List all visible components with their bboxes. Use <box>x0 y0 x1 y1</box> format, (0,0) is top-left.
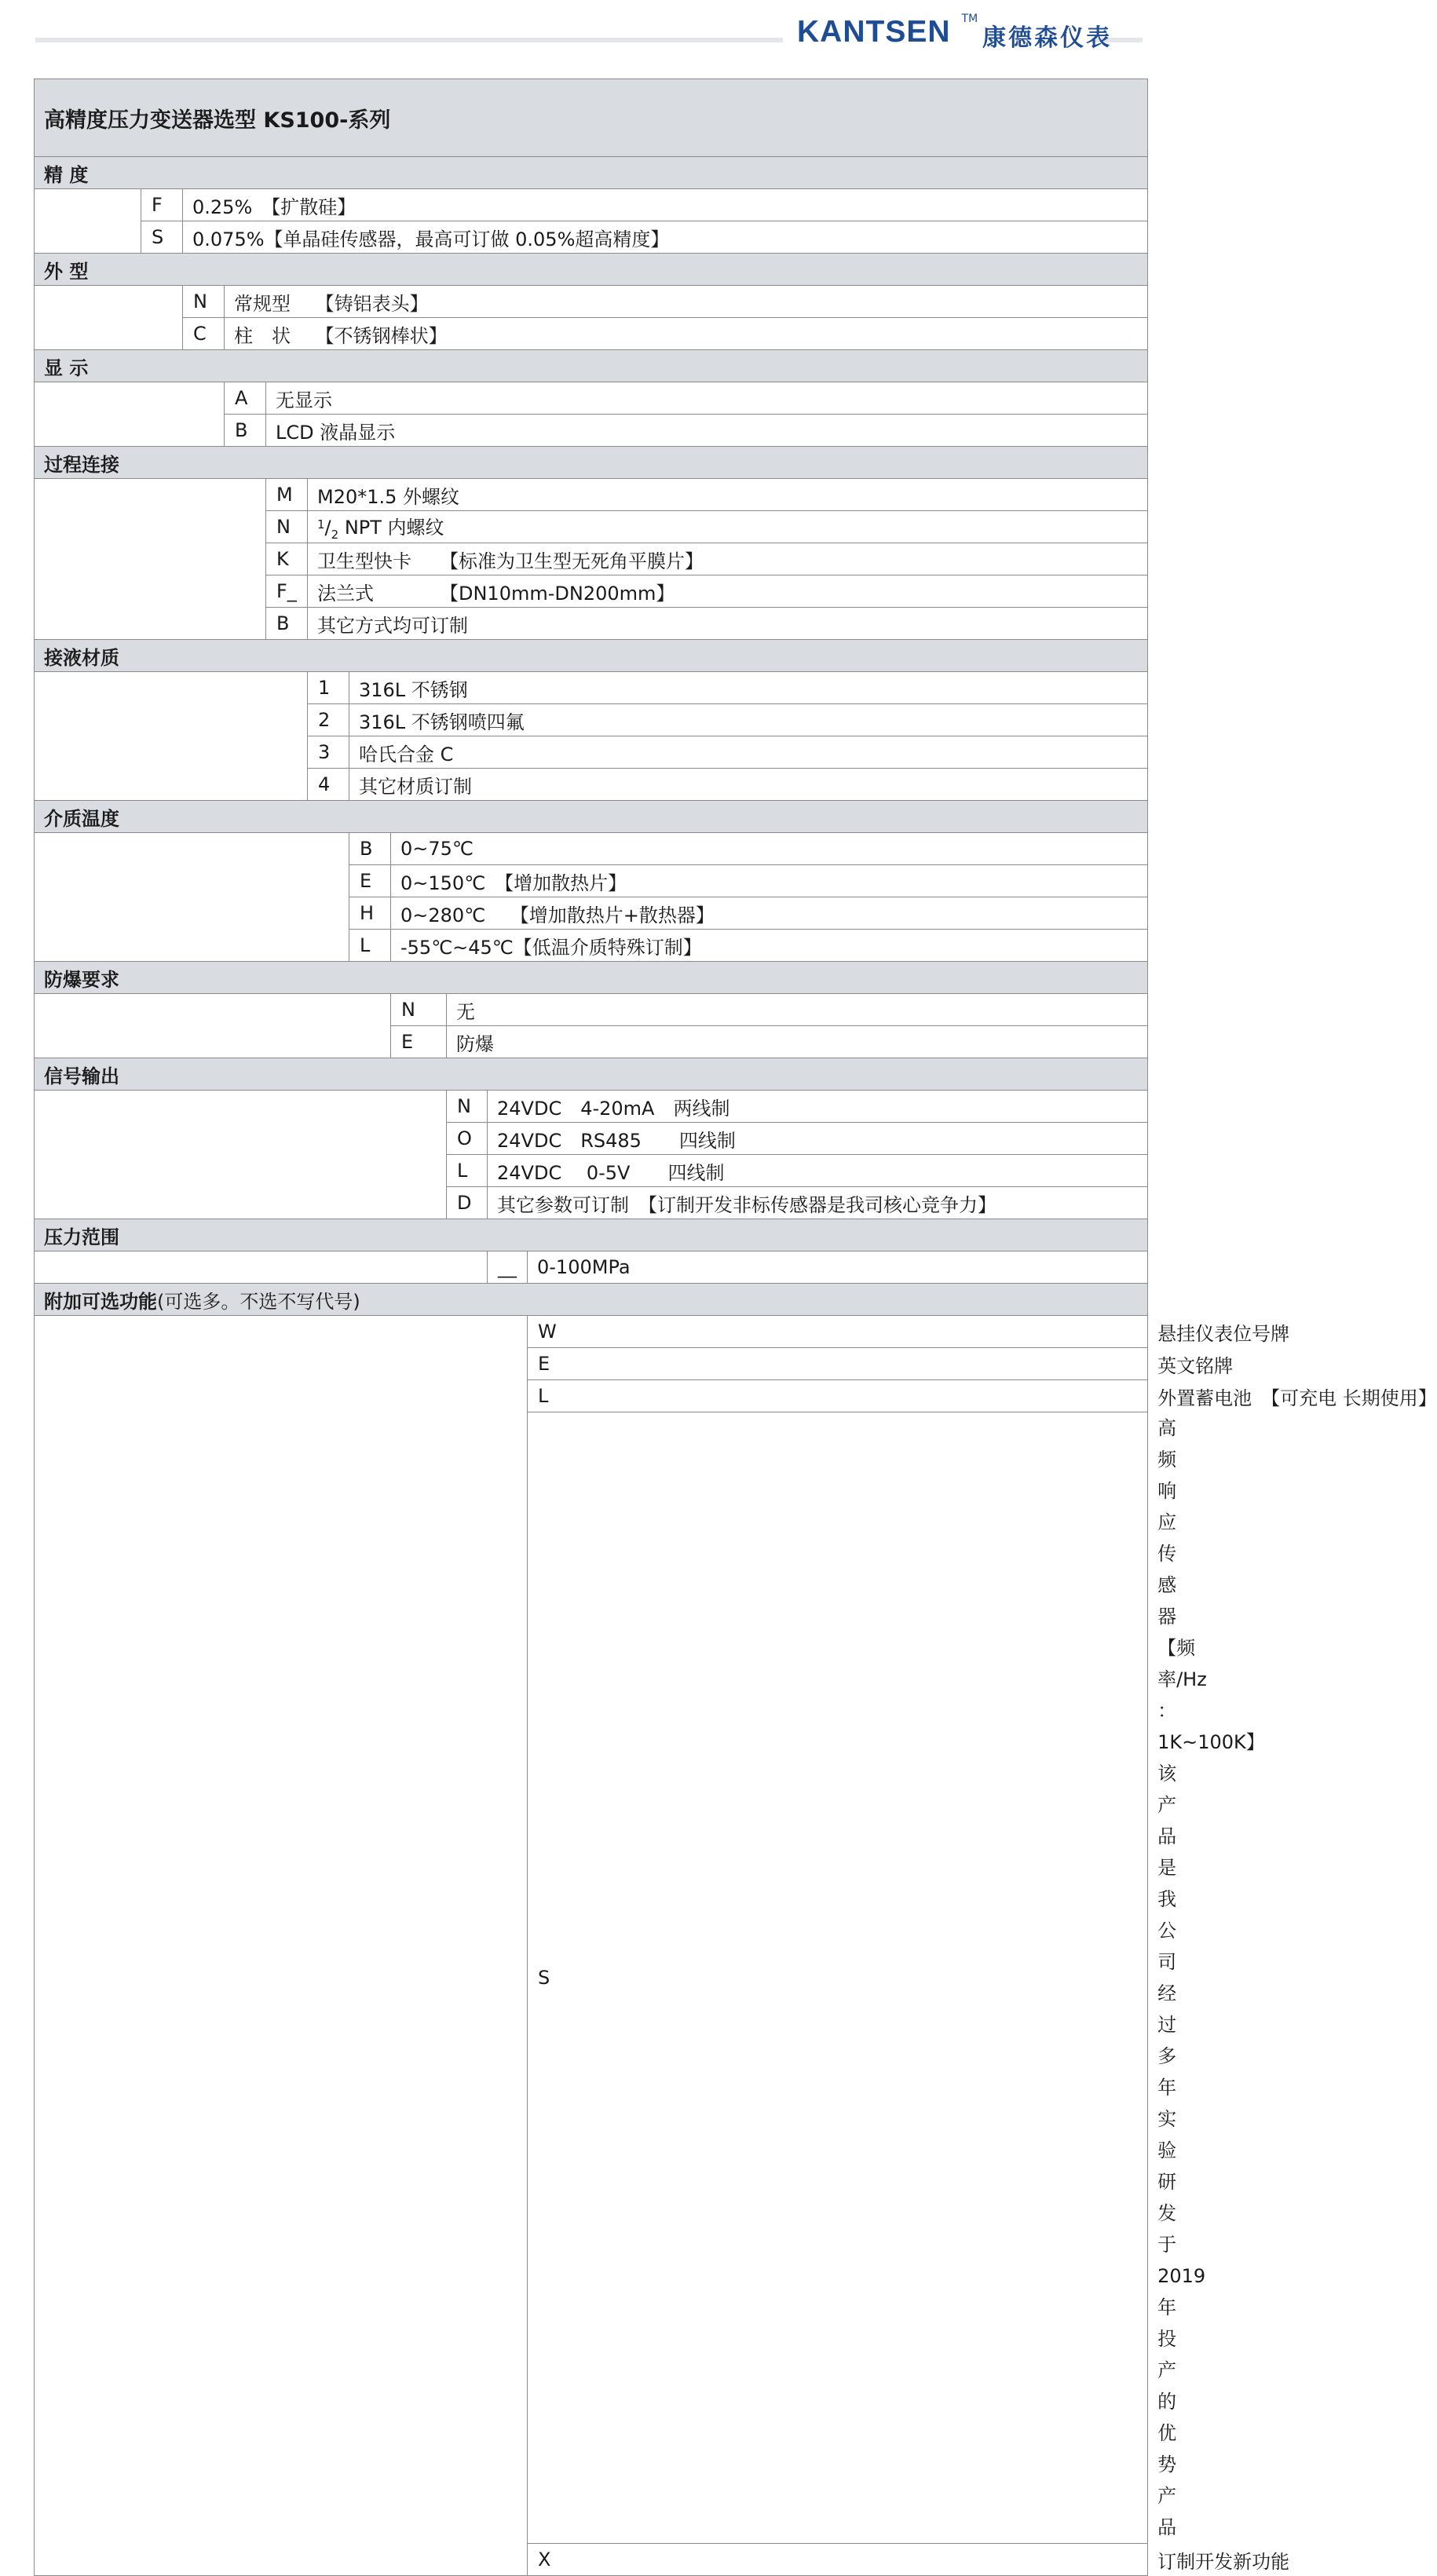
option-code: N <box>391 994 447 1026</box>
selection-table <box>34 79 1437 2576</box>
option-code: S <box>141 221 183 254</box>
option-description: 0~75℃ <box>391 833 1148 865</box>
section-header-row <box>35 1219 1148 1251</box>
option-row: W 悬挂仪表位号牌 <box>35 1316 1148 1348</box>
indent-cell <box>35 286 183 350</box>
section-title <box>35 447 1148 479</box>
option-code: H <box>349 897 391 930</box>
section-name: 防爆要求 <box>44 968 119 991</box>
indent-cell <box>35 672 308 801</box>
brand-logo <box>797 11 1112 50</box>
section-note: (可选多。不选不写代号) <box>157 1290 360 1313</box>
indent-cell <box>35 994 391 1058</box>
fraction-denominator: 2 <box>331 527 339 542</box>
option-description: 其它参数可订制 【订制开发非标传感器是我司核心竞争力】 <box>488 1187 1148 1219</box>
option-code: E <box>349 865 391 897</box>
page-title: 高精度压力变送器选型 KS100-系列 <box>35 79 1148 157</box>
option-code: B <box>349 833 391 865</box>
option-description: 0-100MPa <box>528 1251 1148 1284</box>
option-row <box>35 672 1148 704</box>
option-description: 0.25% 【扩散硅】 <box>183 189 1148 221</box>
option-code: N <box>266 511 308 543</box>
section-title <box>35 254 1148 286</box>
indent-cell <box>35 1316 528 2576</box>
table-title-row <box>35 79 1148 157</box>
option-description: 其它材质订制 <box>349 769 1148 801</box>
option-description: 316L 不锈钢 <box>349 672 1148 704</box>
brand-name: KANTSEN <box>797 15 951 49</box>
option-row <box>35 221 1148 254</box>
option-code: W <box>528 1316 1148 1348</box>
section-header-row <box>35 254 1148 286</box>
section-title <box>35 1284 1148 1316</box>
option-code: L <box>528 1380 1148 1412</box>
option-code: L <box>349 930 391 962</box>
option-row: L 外置蓄电池 【可充电 长期使用】 <box>35 1380 1148 1412</box>
option-description: 卫生型快卡 【标准为卫生型无死角平膜片】 <box>308 543 1148 575</box>
section-header-row <box>35 640 1148 672</box>
section-title <box>35 1058 1148 1091</box>
option-description: 其它方式均可订制 <box>308 608 1148 640</box>
option-description: 0.075%【单晶硅传感器，最高可订做 0.05%超高精度】 <box>183 221 1148 254</box>
section-header-row <box>35 962 1148 994</box>
option-row: X 订制开发新功能 <box>35 2544 1148 2576</box>
option-code: L <box>447 1155 488 1187</box>
option-row <box>35 286 1148 318</box>
option-code: B <box>266 608 308 640</box>
option-description: 24VDC 4-20mA 两线制 <box>488 1091 1148 1123</box>
option-row <box>35 994 1148 1026</box>
indent-cell <box>35 1091 447 1219</box>
section-header-row <box>35 350 1148 382</box>
option-code: 4 <box>308 769 349 801</box>
option-description: 0~280℃ 【增加散热片+散热器】 <box>391 897 1148 930</box>
option-code: X <box>528 2544 1148 2576</box>
option-code: 1 <box>308 672 349 704</box>
section-title <box>35 640 1148 672</box>
option-code: N <box>447 1091 488 1123</box>
section-name: 外 型 <box>44 260 89 283</box>
option-code: E <box>391 1026 447 1058</box>
section-title <box>35 1219 1148 1251</box>
section-header-row <box>35 447 1148 479</box>
section-header-row <box>35 801 1148 833</box>
section-title <box>35 350 1148 382</box>
brand-chinese-name: 康德森仪表 <box>982 24 1113 52</box>
option-row <box>35 382 1148 415</box>
option-code: F <box>141 189 183 221</box>
option-code: O <box>447 1123 488 1155</box>
fraction-slash: / <box>324 517 331 539</box>
option-code: F_ <box>266 575 308 608</box>
option-description: -55℃~45℃【低温介质特殊订制】 <box>391 930 1148 962</box>
option-description: M20*1.5 外螺纹 <box>308 479 1148 511</box>
option-description <box>308 511 1148 543</box>
option-description: 法兰式 【DN10mm-DN200mm】 <box>308 575 1148 608</box>
option-description: 无显示 <box>266 382 1148 415</box>
indent-cell <box>35 833 349 962</box>
option-code: S <box>528 1412 1148 2544</box>
section-name: 压力范围 <box>44 1226 119 1248</box>
option-code: __ <box>488 1251 528 1284</box>
option-row <box>35 189 1148 221</box>
option-description: 无 <box>447 994 1148 1026</box>
section-name: 精 度 <box>44 163 89 186</box>
option-text: NPT 内螺纹 <box>338 517 444 539</box>
indent-cell <box>35 1251 488 1284</box>
option-description: 哈氏合金 C <box>349 736 1148 769</box>
option-description: 防爆 <box>447 1026 1148 1058</box>
option-row <box>35 1251 1148 1284</box>
option-description: 柱 状 【不锈钢棒状】 <box>225 318 1148 350</box>
option-code: B <box>225 415 266 447</box>
option-code: C <box>183 318 225 350</box>
option-code: 2 <box>308 704 349 736</box>
section-name: 过程连接 <box>44 453 119 476</box>
option-row: S 高频响应传感器【频率/Hz ： 1K~100K】 该产品是我公司经过多年实验研发于 2019 年投产的优势产品 <box>35 1412 1148 2544</box>
option-description: 24VDC RS485 四线制 <box>488 1123 1148 1155</box>
section-name: 信号输出 <box>44 1065 119 1087</box>
option-description: 316L 不锈钢喷四氟 <box>349 704 1148 736</box>
option-code: E <box>528 1348 1148 1380</box>
indent-cell <box>35 479 266 640</box>
section-name: 附加可选功能 <box>44 1290 157 1313</box>
option-row <box>35 833 1148 865</box>
option-code: A <box>225 382 266 415</box>
section-name: 显 示 <box>44 356 89 379</box>
section-title <box>35 962 1148 994</box>
option-description: 24VDC 0-5V 四线制 <box>488 1155 1148 1187</box>
option-code: 3 <box>308 736 349 769</box>
brand-trademark: TM <box>961 13 978 25</box>
option-description: 0~150℃ 【增加散热片】 <box>391 865 1148 897</box>
section-header-row <box>35 157 1148 189</box>
section-title <box>35 157 1148 189</box>
option-row <box>35 1091 1148 1123</box>
header-rule-left <box>35 38 783 42</box>
indent-cell <box>35 189 141 254</box>
option-description: 常规型 【铸铝表头】 <box>225 286 1148 318</box>
section-name: 介质温度 <box>44 807 119 830</box>
option-code: D <box>447 1187 488 1219</box>
option-row <box>35 479 1148 511</box>
option-code: K <box>266 543 308 575</box>
section-header-row <box>35 1058 1148 1091</box>
option-code: N <box>183 286 225 318</box>
indent-cell <box>35 382 225 447</box>
option-description: LCD 液晶显示 <box>266 415 1148 447</box>
option-code: M <box>266 479 308 511</box>
section-title <box>35 801 1148 833</box>
option-row: E 英文铭牌 <box>35 1348 1148 1380</box>
option-row <box>35 318 1148 350</box>
section-name: 接液材质 <box>44 646 119 669</box>
section-header-row <box>35 1284 1148 1316</box>
fraction-numerator: 1 <box>317 517 325 532</box>
